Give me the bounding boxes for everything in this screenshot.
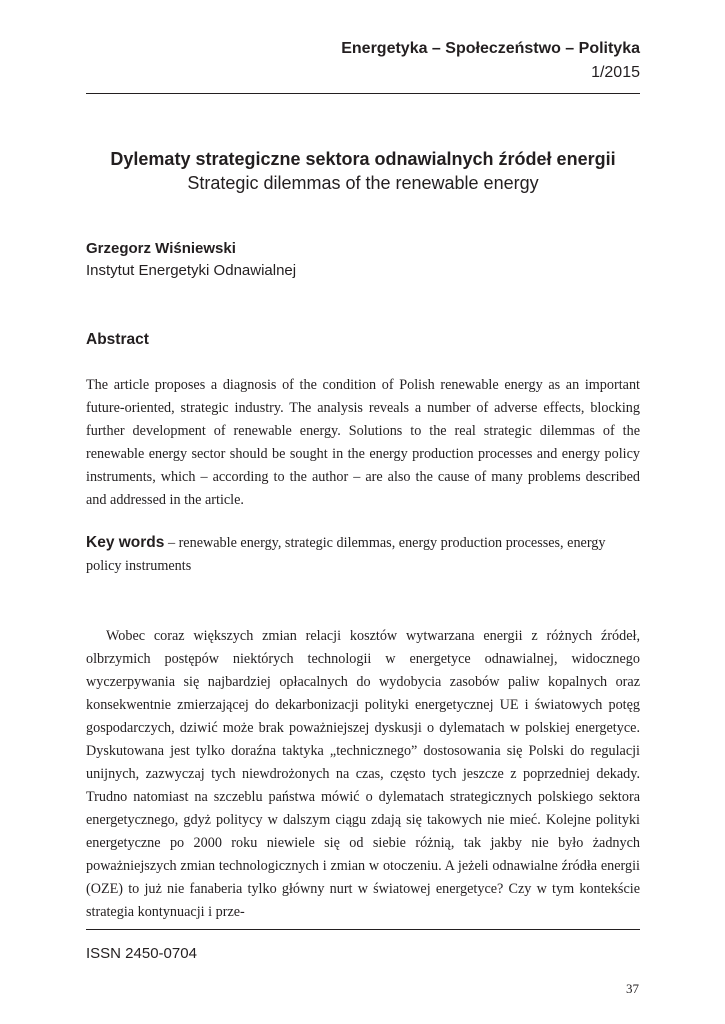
- issn: ISSN 2450-0704: [86, 945, 197, 962]
- footer-divider: [86, 929, 640, 930]
- author-block: [86, 238, 640, 282]
- keywords-text: – renewable energy, strategic dilemmas, energy production processes, energy policy instruments: [86, 535, 606, 574]
- author-name: Grzegorz Wiśniewski: [86, 240, 236, 257]
- author-affiliation: Instytut Energetyki Odnawialnej: [86, 262, 297, 279]
- page-number: 37: [626, 981, 639, 996]
- title-block: [86, 147, 640, 195]
- abstract-heading: Abstract: [86, 331, 149, 348]
- article-title-english: Strategic dilemmas of the renewable energy: [187, 173, 539, 193]
- journal-title: Energetyka – Społeczeństwo – Polityka: [341, 40, 640, 57]
- keywords-label: Key words: [86, 534, 165, 551]
- journal-header: [86, 38, 640, 84]
- article-title-polish: Dylematy strategiczne sektora odnawialnych źródeł energii: [110, 149, 616, 169]
- header-divider: [86, 93, 640, 94]
- body-paragraph: Wobec coraz większych zmian relacji kosztów wytwarzana energii z różnych źródeł, olbrzymich postępów niektórych technologii w energetyce odnawialnej, widocznego wyczerpywania się najbardziej opłacalnych do wydobycia zasobów paliw kopalnych oraz konsekwentnie zmierzającej do dekarbonizacji polityki energetycznej UE i światowych potęg gospodarczych, dziwić może brak poważniejszej dyskusji o dylematach w polskiej energetyce. Dyskutowana jest tylko doraźna taktyka „technicznego” dostosowania się Polski do regulacji unijnych, zazwyczaj tych niewdrożonych na czas, często tych jeszcze z poprzedniej dekady. Trudno natomiast na szczeblu państwa mówić o dylematach strategicznych polskiego sektora energetycznego, gdyż politycy w dalszym ciągu zdają się takowych nie mieć. Kolejne polityki energetyczne po 2000 roku niewiele się od siebie różnią, tak jakby nie było żadnych poważniejszych zmian technologicznych i zmian w otoczeniu. A jeżeli odnawialne źródła energii (OZE) to już nie fanaberia tylko główny nurt w światowej energetyce? Czy w tym kontekście strategia kontynuacji i prze-: [86, 628, 640, 920]
- abstract-text: The article proposes a diagnosis of the condition of Polish renewable energy as an important future-oriented, strategic industry. The analysis reveals a number of adverse effects, blocking further development of renewable energy. Solutions to the real strategic dilemmas of the renewable energy sector should be sought in the energy production processes and energy policy instruments, which – according to the author – are also the cause of many problems described and addressed in the article.: [86, 377, 640, 508]
- keywords: [86, 531, 640, 578]
- journal-issue: 1/2015: [591, 64, 640, 81]
